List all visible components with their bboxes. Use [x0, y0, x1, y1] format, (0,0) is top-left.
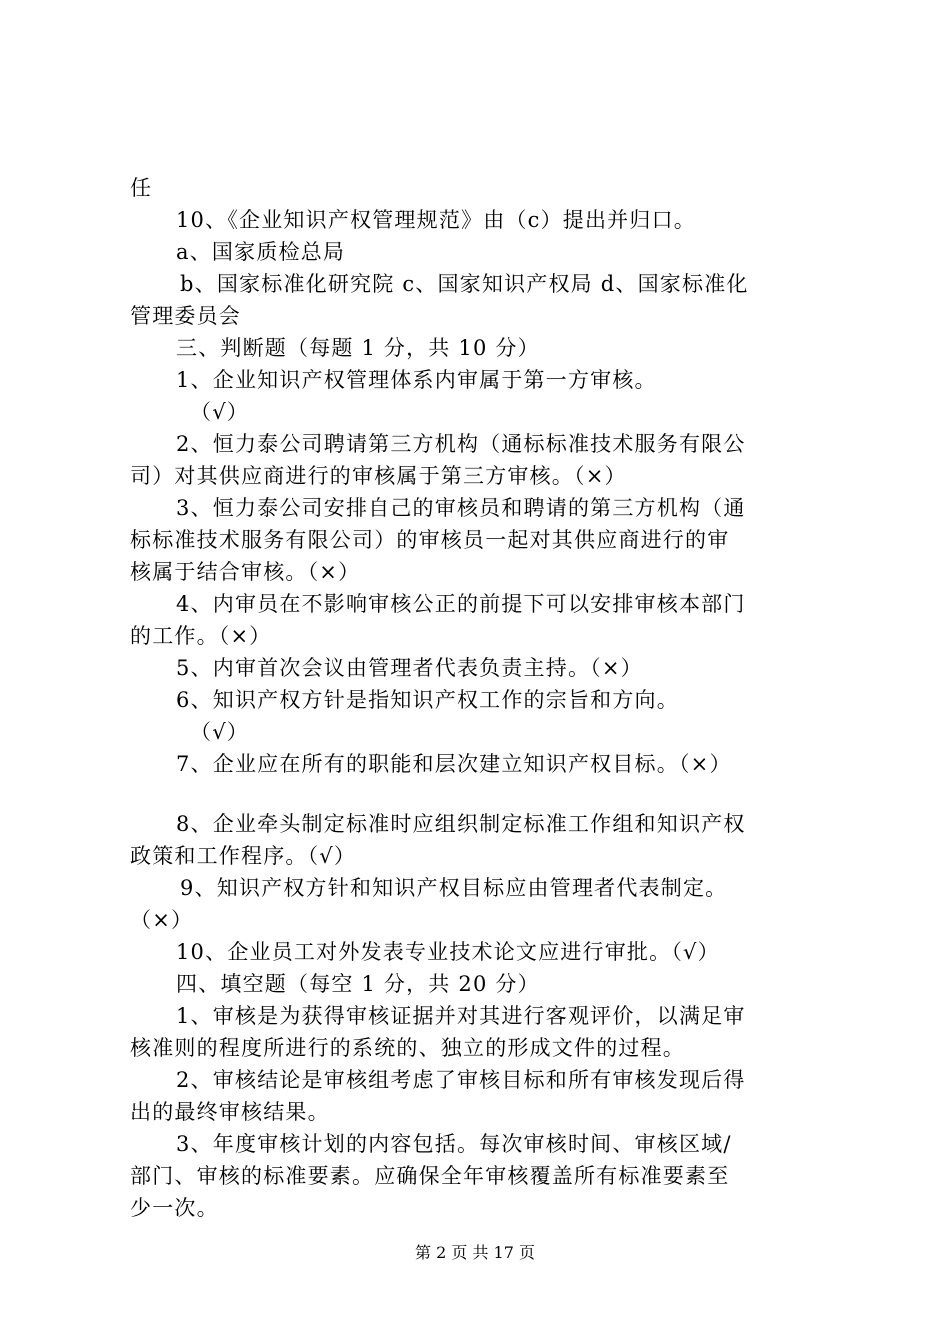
judgment-6: 6、知识产权方针是指知识产权工作的宗旨和方向。 — [176, 688, 679, 712]
document-body — [130, 172, 830, 1224]
text-line: 管理委员会 — [130, 304, 241, 328]
text-line: 司）对其供应商进行的审核属于第三方审核。（×） — [130, 464, 627, 488]
fill-blank-1: 1、审核是为获得审核证据并对其进行客观评价，以满足审 — [176, 1004, 746, 1028]
text-line: 出的最终审核结果。 — [130, 1100, 330, 1124]
text-line: 任 — [130, 176, 153, 200]
question-10: 10、《企业知识产权管理规范》由（c）提出并归口。 — [176, 208, 696, 232]
judgment-9: 9、知识产权方针和知识产权目标应由管理者代表制定。 — [180, 876, 728, 900]
section-heading-fill-blank: 四、填空题（每空 1 分，共 20 分） — [176, 972, 540, 996]
page-footer: 第 2 页 共 17 页 — [415, 1243, 535, 1262]
judgment-8: 8、企业牵头制定标准时应组织制定标准工作组和知识产权 — [176, 812, 746, 836]
judgment-1: 1、企业知识产权管理体系内审属于第一方审核。 — [176, 368, 657, 392]
text-line: 的工作。（×） — [130, 624, 272, 648]
text-line: （×） — [130, 908, 194, 932]
text-line: 标标准技术服务有限公司）的审核员一起对其供应商进行的审 — [130, 528, 730, 552]
judgment-3: 3、恒力泰公司安排自己的审核员和聘请的第三方机构（通 — [176, 496, 746, 520]
blank-gap — [130, 780, 830, 808]
text-line: 核准则的程度所进行的系统的、独立的形成文件的过程。 — [130, 1036, 685, 1060]
fill-blank-2: 2、审核结论是审核组考虑了审核目标和所有审核发现后得 — [176, 1068, 746, 1092]
text-line: 核属于结合审核。（×） — [130, 560, 361, 584]
text-line: 少一次。 — [130, 1196, 219, 1220]
judgment-1-answer: （√） — [190, 400, 249, 424]
judgment-6-answer: （√） — [190, 720, 249, 744]
fill-blank-3: 3、年度审核计划的内容包括。每次审核时间、审核区域/ — [176, 1132, 732, 1156]
judgment-4: 4、内审员在不影响审核公正的前提下可以安排审核本部门 — [176, 592, 746, 616]
judgment-7: 7、企业应在所有的职能和层次建立知识产权目标。（×） — [176, 752, 732, 776]
judgment-2: 2、恒力泰公司聘请第三方机构（通标标准技术服务有限公 — [176, 432, 746, 456]
judgment-10: 10、企业员工对外发表专业技术论文应进行审批。（√） — [176, 940, 720, 964]
text-line: 政策和工作程序。（√） — [130, 844, 357, 868]
judgment-5: 5、内审首次会议由管理者代表负责主持。（×） — [176, 656, 643, 680]
section-heading-judgment: 三、判断题（每题 1 分，共 10 分） — [176, 336, 540, 360]
text-line: 部门、审核的标准要素。应确保全年审核覆盖所有标准要素至 — [130, 1164, 730, 1188]
option-a: a、国家质检总局 — [176, 240, 346, 264]
options-b-c-d: b、国家标准化研究院 c、国家知识产权局 d、国家标准化 — [180, 272, 749, 296]
